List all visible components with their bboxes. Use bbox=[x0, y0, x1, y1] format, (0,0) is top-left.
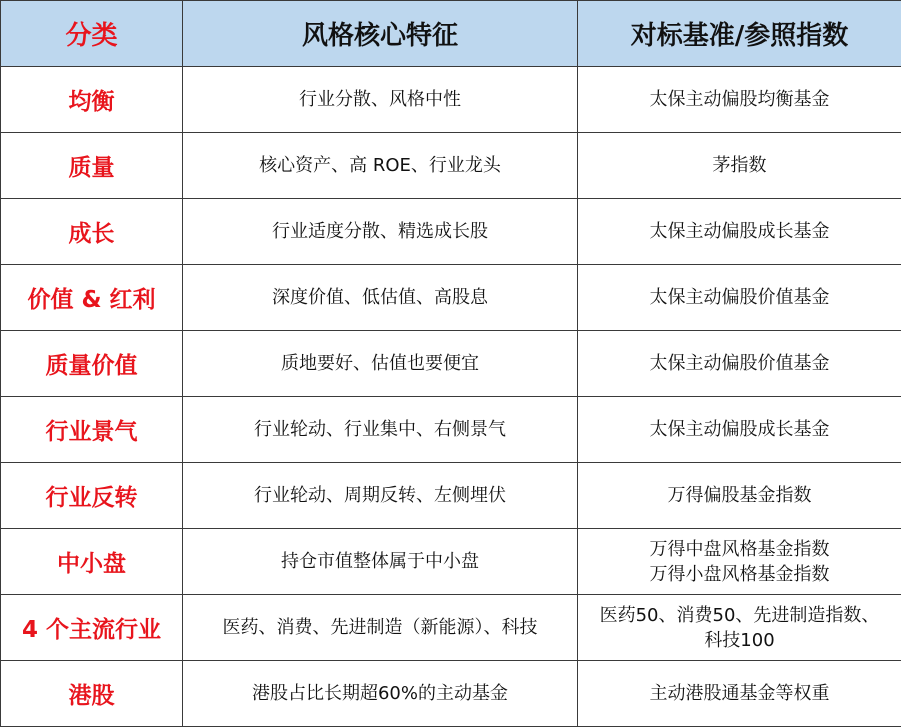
benchmark-cell bbox=[578, 595, 901, 661]
benchmark-line: 太保主动偏股价值基金 bbox=[649, 353, 830, 374]
benchmark-line: 太保主动偏股成长基金 bbox=[649, 419, 830, 440]
header-benchmark: 对标基准/参照指数 bbox=[578, 1, 901, 67]
category-cell: 港股 bbox=[1, 661, 183, 727]
category-cell: 质量 bbox=[1, 133, 183, 199]
table-row bbox=[1, 529, 901, 595]
table-row bbox=[1, 331, 901, 397]
feature-cell: 行业分散、风格中性 bbox=[183, 67, 578, 133]
category-cell: 质量价值 bbox=[1, 331, 183, 397]
feature-cell: 医药、消费、先进制造（新能源）、科技 bbox=[183, 595, 578, 661]
category-cell: 行业景气 bbox=[1, 397, 183, 463]
feature-cell: 质地要好、估值也要便宜 bbox=[183, 331, 578, 397]
header-row bbox=[1, 1, 901, 67]
table-row bbox=[1, 133, 901, 199]
benchmark-cell bbox=[578, 529, 901, 595]
benchmark-line: 万得中盘风格基金指数 bbox=[649, 538, 830, 560]
benchmark-line: 太保主动偏股均衡基金 bbox=[649, 89, 830, 110]
benchmark-line: 万得小盘风格基金指数 bbox=[649, 563, 830, 585]
table-row bbox=[1, 265, 901, 331]
benchmark-cell bbox=[578, 67, 901, 133]
category-cell: 成长 bbox=[1, 199, 183, 265]
benchmark-cell bbox=[578, 463, 901, 529]
benchmark-line: 万得偏股基金指数 bbox=[667, 485, 812, 506]
feature-cell: 行业轮动、行业集中、右侧景气 bbox=[183, 397, 578, 463]
category-cell: 价值 & 红利 bbox=[1, 265, 183, 331]
header-category: 分类 bbox=[1, 1, 183, 67]
benchmark-cell bbox=[578, 133, 901, 199]
feature-cell: 深度价值、低估值、高股息 bbox=[183, 265, 578, 331]
benchmark-line: 茅指数 bbox=[712, 155, 767, 176]
benchmark-cell bbox=[578, 397, 901, 463]
benchmark-cell bbox=[578, 331, 901, 397]
table-row bbox=[1, 67, 901, 133]
table-row bbox=[1, 661, 901, 727]
benchmark-line: 太保主动偏股成长基金 bbox=[649, 221, 830, 242]
feature-cell: 行业适度分散、精选成长股 bbox=[183, 199, 578, 265]
benchmark-cell bbox=[578, 661, 901, 727]
category-cell: 行业反转 bbox=[1, 463, 183, 529]
benchmark-cell bbox=[578, 199, 901, 265]
feature-cell: 持仓市值整体属于中小盘 bbox=[183, 529, 578, 595]
benchmark-line: 主动港股通基金等权重 bbox=[649, 683, 830, 704]
header-feature: 风格核心特征 bbox=[183, 1, 578, 67]
benchmark-line: 科技100 bbox=[704, 629, 775, 651]
feature-cell: 核心资产、高 ROE、行业龙头 bbox=[183, 133, 578, 199]
table-row bbox=[1, 397, 901, 463]
category-cell: 均衡 bbox=[1, 67, 183, 133]
table-row bbox=[1, 199, 901, 265]
table-body bbox=[1, 67, 901, 727]
benchmark-cell bbox=[578, 265, 901, 331]
table-row bbox=[1, 463, 901, 529]
table-row bbox=[1, 595, 901, 661]
benchmark-line: 医药50、消费50、先进制造指数、 bbox=[599, 604, 880, 626]
benchmark-line: 太保主动偏股价值基金 bbox=[649, 287, 830, 308]
feature-cell: 行业轮动、周期反转、左侧埋伏 bbox=[183, 463, 578, 529]
category-cell: 4 个主流行业 bbox=[1, 595, 183, 661]
feature-cell: 港股占比长期超60%的主动基金 bbox=[183, 661, 578, 727]
category-cell: 中小盘 bbox=[1, 529, 183, 595]
